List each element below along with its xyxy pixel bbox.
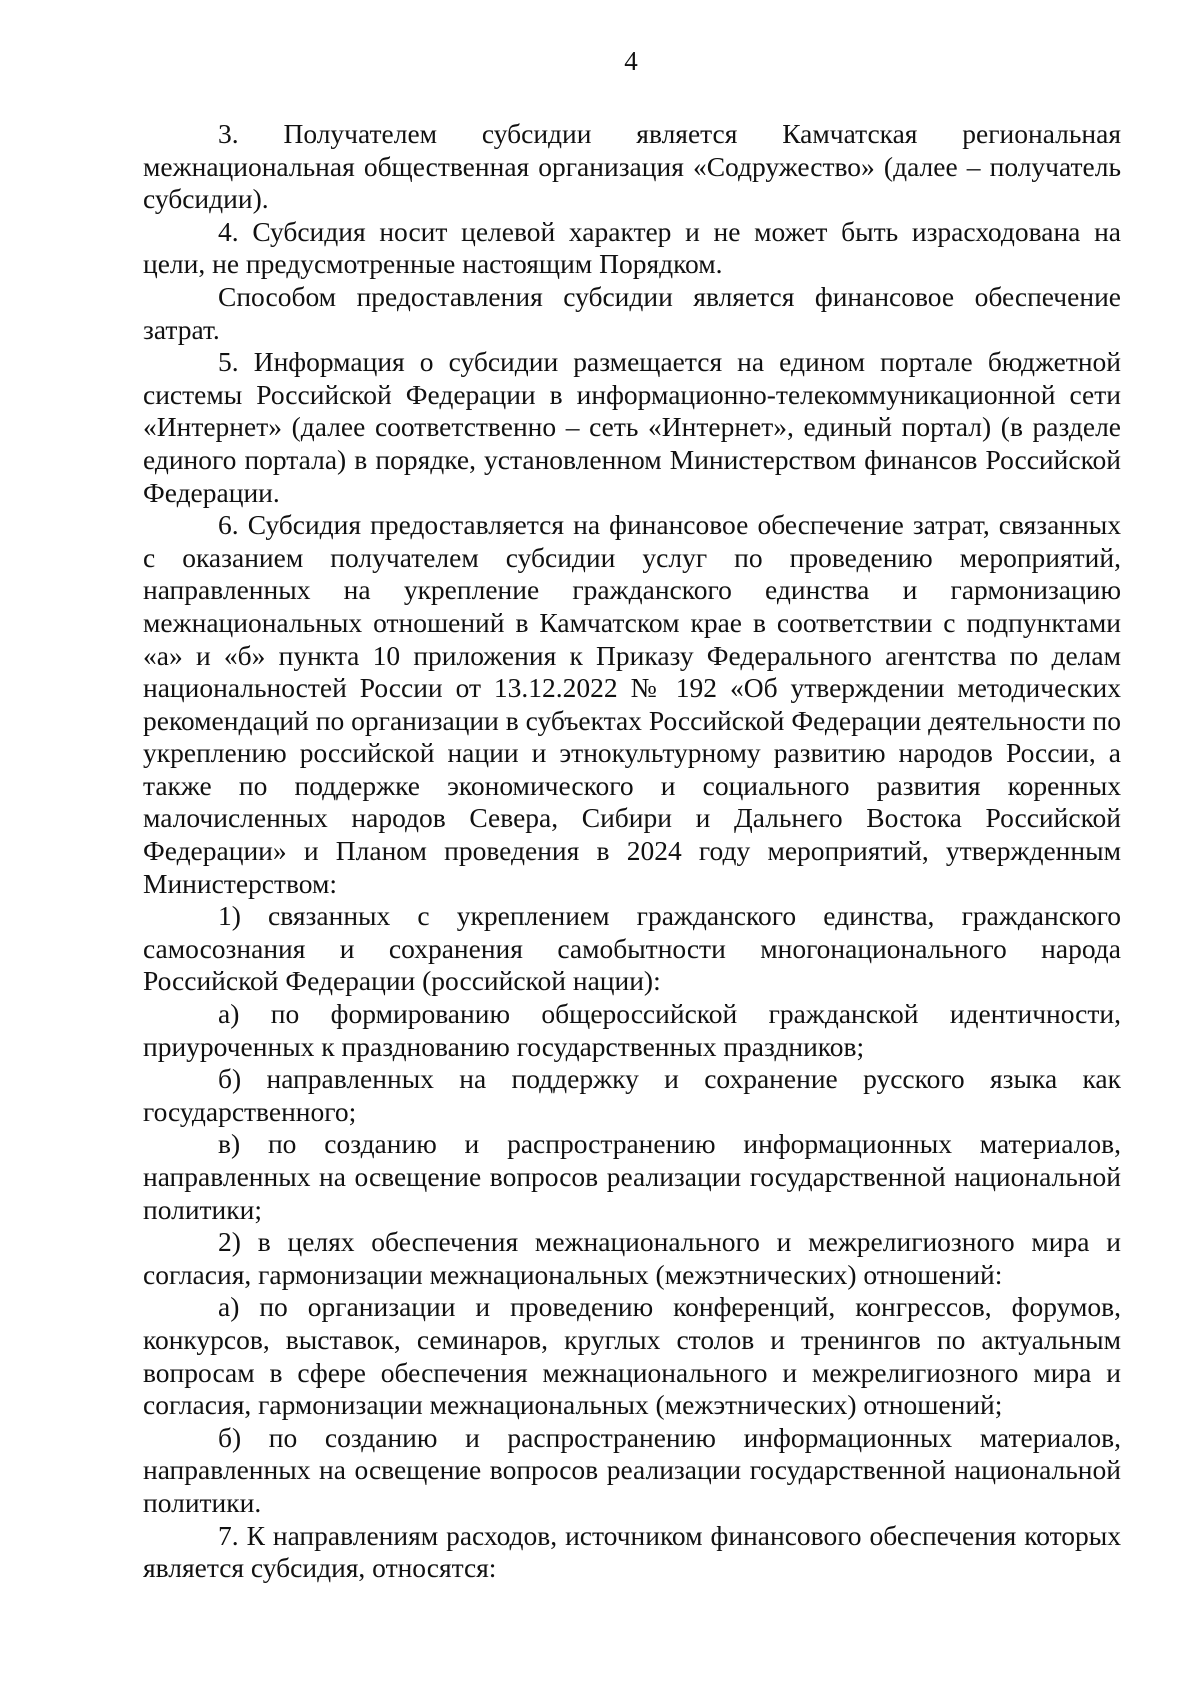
document-body (143, 118, 1121, 1585)
paragraph-subitem-2b: б) по созданию и распространению информационных материалов, направленных на освещение вопросов реализации государственной национальной политики. (143, 1421, 1121, 1518)
paragraph-subitem-1a: а) по формированию общероссийской гражданской идентичности, приуроченных к празднованию государственных праздников; (143, 998, 1121, 1062)
paragraph-item-4: 4. Субсидия носит целевой характер и не может быть израсходована на цели, не предусмотренные настоящим Порядком. (143, 215, 1121, 280)
page-number: 4 (624, 46, 638, 76)
paragraph-item-5: 5. Информация о субсидии размещается на едином портале бюджетной системы Российской Федерации в информационно-телекоммуникационной сети «Интернет» (далее соответственно – сеть «Интернет», единый портал) (в разделе единого портала) в порядке, установленном Министерством финансов Российской Федерации. (143, 346, 1121, 508)
paragraph-item-6: 6. Субсидия предоставляется на финансовое обеспечение затрат, связанных с оказанием получателем субсидии услуг по проведению мероприятий, направленных на укрепление гражданского единства и гармонизацию межнациональных отношений в Камчатском крае в соответствии с подпунктами «а» и «б» пункта 10 приложения к Приказу Федерального агентства по делам национальностей России от 13.12.2022 № 192 «Об утверждении методических рекомендаций по организации в субъектах Российской Федерации деятельности по укреплению российской нации и этнокультурному развитию народов России, а также по поддержке экономического и социального развития коренных малочисленных народов Севера, Сибири и Дальнего Востока Российской Федерации» и Планом проведения в 2024 году мероприятий, утвержденным Министерством: (143, 509, 1121, 899)
paragraph-subitem-1v: в) по созданию и распространению информационных материалов, направленных на освещение вопросов реализации государственной национальной политики; (143, 1128, 1121, 1225)
paragraph-subitem-2a: а) по организации и проведению конференций, конгрессов, форумов, конкурсов, выставок, семинаров, круглых столов и тренингов по актуальным вопросам в сфере обеспечения межнационального и межрелигиозного мира и согласия, гармонизации межнациональных (межэтнических) отношений; (143, 1291, 1121, 1421)
paragraph-subitem-1b: б) направленных на поддержку и сохранение русского языка как государственного; (143, 1063, 1121, 1127)
paragraph-item-3: 3. Получателем субсидии является Камчатская региональная межнациональная общественная организация «Содружество» (далее – получатель субсидии). (143, 118, 1121, 215)
paragraph-subitem-2: 2) в целях обеспечения межнационального и межрелигиозного мира и согласия, гармонизации межнациональных (межэтнических) отношений: (143, 1226, 1121, 1290)
paragraph-subitem-1: 1) связанных с укреплением гражданского единства, гражданского самосознания и сохранения самобытности многонационального народа Российской Федерации (российской нации): (143, 900, 1121, 997)
paragraph-subsidy-method: Способом предоставления субсидии является финансовое обеспечение затрат. (143, 280, 1121, 345)
paragraph-item-7: 7. К направлениям расходов, источником финансового обеспечения которых является субсидия, относятся: (143, 1519, 1121, 1584)
